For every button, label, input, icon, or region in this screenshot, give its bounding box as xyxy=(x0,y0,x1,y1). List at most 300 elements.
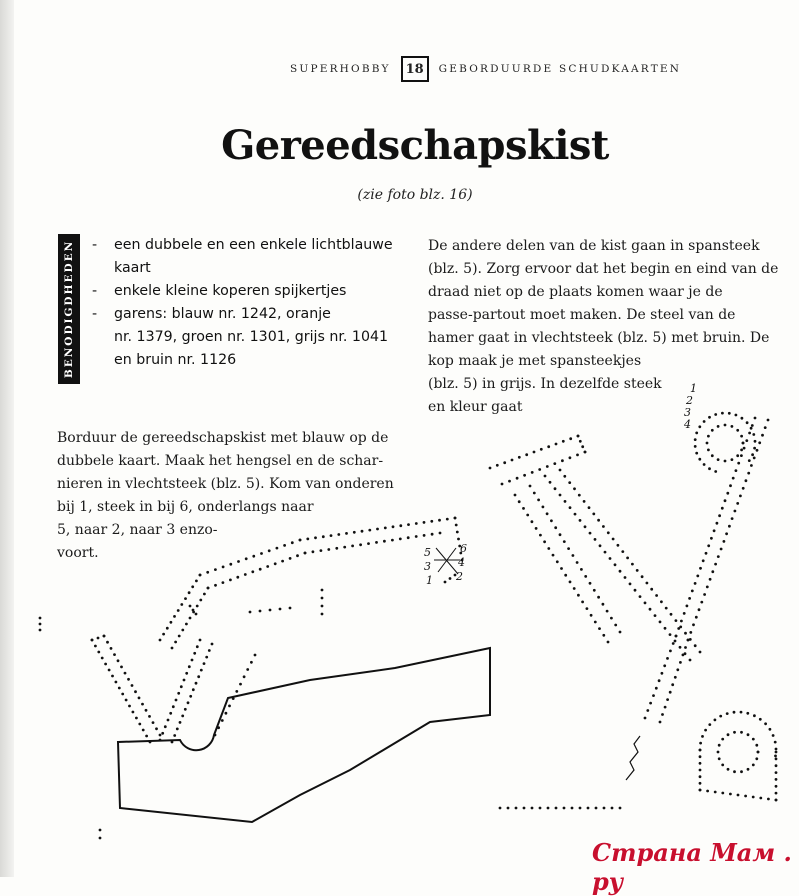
stitch-hole xyxy=(561,459,564,462)
stitch-hole xyxy=(682,654,685,657)
stitch-hole xyxy=(211,643,214,646)
stitch-hole xyxy=(335,547,338,550)
stitch-hole xyxy=(754,417,757,420)
stitch-hole xyxy=(578,494,581,497)
stitch-hole xyxy=(774,741,777,744)
stitch-hole xyxy=(111,675,114,678)
stitch-holes xyxy=(39,412,778,840)
stitch-hole xyxy=(518,456,521,459)
stitch-hole xyxy=(353,531,356,534)
stitch-hole xyxy=(703,420,706,423)
stitch-hole xyxy=(321,613,324,616)
stitch-hole xyxy=(559,469,562,472)
stitch-hole xyxy=(644,602,647,605)
stitch-hole xyxy=(563,807,566,810)
stitch-hole xyxy=(128,705,131,708)
stitch-hole xyxy=(106,641,109,644)
text-line: passe-partout moet maken. De steel van de xyxy=(428,307,736,323)
stitch-hole xyxy=(503,461,506,464)
stitch-hole xyxy=(644,717,647,720)
stitch-hole xyxy=(775,764,778,767)
stitch-hole xyxy=(173,734,176,737)
stitch-hole xyxy=(391,539,394,542)
stitch-hole xyxy=(714,791,717,794)
stitch-hole xyxy=(563,475,566,478)
zigzag-stitch xyxy=(626,736,640,780)
stitch-hole xyxy=(195,613,198,616)
stitch-hole xyxy=(758,441,761,444)
stitch-hole xyxy=(345,532,348,535)
stitch-hole xyxy=(717,555,720,558)
stitch-hole xyxy=(689,659,692,662)
stitch-hole xyxy=(549,481,552,484)
stitch-hole xyxy=(203,593,206,596)
stitch-hole xyxy=(747,472,750,475)
stitch-hole xyxy=(101,657,104,660)
stitch-number: 6 xyxy=(460,542,467,555)
stitch-hole xyxy=(547,445,550,448)
stitch-hole xyxy=(649,608,652,611)
stitch-hole xyxy=(367,542,370,545)
stitch-hole xyxy=(110,647,113,650)
stitch-hole xyxy=(694,644,697,647)
stitch-hole xyxy=(702,559,705,562)
stitch-hole xyxy=(431,533,434,536)
stitch-hole xyxy=(281,560,284,563)
stitch-hole xyxy=(531,471,534,474)
stitch-hole xyxy=(699,749,702,752)
stitch-hole xyxy=(691,590,694,593)
stitch-hole xyxy=(665,607,668,610)
stitch-hole xyxy=(724,460,727,463)
stitch-hole xyxy=(714,413,717,416)
stitch-hole xyxy=(189,605,192,608)
stitch-hole xyxy=(747,733,750,736)
stitch-hole xyxy=(321,605,324,608)
stitch-hole xyxy=(544,475,547,478)
stitch-hole xyxy=(646,582,649,585)
stitch-hole xyxy=(659,721,662,724)
stitch-hole xyxy=(664,706,667,709)
stitch-hole xyxy=(283,544,286,547)
stitch-hole xyxy=(207,587,210,590)
stitch-hole xyxy=(619,570,622,573)
stitch-hole xyxy=(728,412,731,415)
stitch-hole xyxy=(714,719,717,722)
stitch-hole xyxy=(196,645,199,648)
stitch-hole xyxy=(320,549,323,552)
stitch-hole xyxy=(595,807,598,810)
stitch-hole xyxy=(191,585,194,588)
stitch-hole xyxy=(159,739,162,742)
stitch-hole xyxy=(752,738,755,741)
stitch-hole xyxy=(177,609,180,612)
stitch-hole xyxy=(705,552,708,555)
stitch-hole xyxy=(699,651,702,654)
stitch-hole xyxy=(543,540,546,543)
materials-item-line: nr. 1379, groen nr. 1301, grijs nr. 1041 xyxy=(114,329,389,345)
stitch-hole xyxy=(564,574,567,577)
text-line: hamer gaat in vlechtsteek (blz. 5) met bruin. De xyxy=(428,330,770,346)
stitch-hole xyxy=(726,712,729,715)
stitch-hole xyxy=(772,734,775,737)
stitch-hole xyxy=(321,589,324,592)
stitch-hole xyxy=(718,744,721,747)
stitch-hole xyxy=(654,614,657,617)
stitch-hole xyxy=(699,762,702,765)
text-line: nieren in vlechtsteek (blz. 5). Kom van onderen xyxy=(57,476,394,492)
stitch-hole xyxy=(571,807,574,810)
list-dash: - xyxy=(92,306,98,322)
text-line: (blz. 5). Zorg ervoor dat het begin en eind van de xyxy=(428,261,779,277)
stitch-hole xyxy=(555,807,558,810)
stitch-hole xyxy=(583,500,586,503)
stitch-hole xyxy=(438,519,441,522)
text-line: kop maak je met spansteekjes xyxy=(428,353,642,369)
stitch-hole xyxy=(279,608,282,611)
stitch-hole xyxy=(674,676,677,679)
stitch-hole xyxy=(246,668,249,671)
stitch-hole xyxy=(179,721,182,724)
stitch-hole xyxy=(529,485,532,488)
stitch-hole xyxy=(704,729,707,732)
stitch-hole xyxy=(671,683,674,686)
stitch-hole xyxy=(609,557,612,560)
stitch-hole xyxy=(584,575,587,578)
stitch-hole xyxy=(175,699,178,702)
stitch-hole xyxy=(91,639,94,642)
page-number: 18 xyxy=(405,61,424,77)
stitch-hole xyxy=(113,653,116,656)
stitch-hole xyxy=(138,723,141,726)
stitch-hole xyxy=(523,474,526,477)
stitch-hole xyxy=(587,807,590,810)
stitch-hole xyxy=(584,525,587,528)
stitch-hole xyxy=(392,525,395,528)
stitch-hole xyxy=(631,563,634,566)
stitch-hole xyxy=(717,751,720,754)
stitch-hole xyxy=(562,440,565,443)
stitch-hole xyxy=(729,484,732,487)
stitch-hole xyxy=(707,544,710,547)
stitch-hole xyxy=(641,575,644,578)
stitch-hole xyxy=(694,438,697,441)
stitch-hole xyxy=(531,520,534,523)
stitch-hole xyxy=(711,429,714,432)
stitch-hole xyxy=(327,548,330,551)
stitch-hole xyxy=(584,451,587,454)
stitch-hole xyxy=(769,728,772,731)
stitch-hole xyxy=(97,637,100,640)
stitch-hole xyxy=(759,718,762,721)
stitch-hole xyxy=(743,447,746,450)
stitch-hole xyxy=(699,769,702,772)
stitch-hole xyxy=(675,619,678,622)
stitch-hole xyxy=(177,692,180,695)
photo-reference: (zie foto blz. 16) xyxy=(357,187,473,203)
stitch-hole xyxy=(214,584,217,587)
stitch-hole xyxy=(573,487,576,490)
stitch-hole xyxy=(739,495,742,498)
stitch-hole xyxy=(196,605,199,608)
stitch-hole xyxy=(593,589,596,592)
stitch-hole xyxy=(634,589,637,592)
stitch-hole xyxy=(576,454,579,457)
stitch-hole xyxy=(444,581,447,584)
stitch-hole xyxy=(542,506,545,509)
stitch-hole xyxy=(740,449,743,452)
materials-item-line: garens: blauw nr. 1242, oranje xyxy=(114,306,331,322)
stitch-hole xyxy=(214,734,217,737)
stitch-hole xyxy=(688,597,691,600)
stitch-hole xyxy=(736,429,739,432)
stitch-hole xyxy=(148,715,151,718)
stitch-hole xyxy=(496,464,499,467)
stitch-hole xyxy=(703,463,706,466)
stitch-hole xyxy=(184,597,187,600)
stitch-hole xyxy=(205,656,208,659)
stitch-hole xyxy=(666,657,669,660)
stitch-hole xyxy=(518,500,521,503)
stitch-hole xyxy=(550,519,553,522)
stitch-hole xyxy=(740,435,743,438)
stitch-hole xyxy=(735,414,738,417)
stitch-hole xyxy=(559,533,562,536)
stitch-hole xyxy=(674,640,677,643)
stitch-hole xyxy=(716,522,719,525)
stitch-hole xyxy=(531,807,534,810)
stitch-hole xyxy=(602,525,605,528)
materials-item-line: kaart xyxy=(114,260,151,276)
stitch-hole xyxy=(594,538,597,541)
stitch-hole xyxy=(767,419,770,422)
stitch-hole xyxy=(639,595,642,598)
stitch-hole xyxy=(229,579,232,582)
stitch-hole xyxy=(707,449,710,452)
stitch-hole xyxy=(592,513,595,516)
stitch-hole xyxy=(222,566,225,569)
stitch-hole xyxy=(752,796,755,799)
stitch-hole xyxy=(661,672,664,675)
stitch-hole xyxy=(125,699,128,702)
stitch-hole xyxy=(171,741,174,744)
text-line: Borduur de gereedschapskist met blauw op de xyxy=(57,430,389,446)
stitch-hole xyxy=(525,453,528,456)
stitch-hole xyxy=(39,617,42,620)
stitch-hole xyxy=(547,807,550,810)
stitch-hole xyxy=(351,545,354,548)
stitch-hole xyxy=(304,552,307,555)
stitch-hole xyxy=(686,605,689,608)
stitch-hole xyxy=(602,603,605,606)
stitch-hole xyxy=(511,459,514,462)
stitch-hole xyxy=(775,778,778,781)
stitch-hole xyxy=(183,679,186,682)
stitch-hole xyxy=(567,547,570,550)
stitch-hole xyxy=(540,448,543,451)
stitch-hole xyxy=(237,560,240,563)
stitch-hole xyxy=(740,454,743,457)
stitch-hole xyxy=(589,532,592,535)
stitch-hole xyxy=(214,568,217,571)
stitch-hole xyxy=(553,462,556,465)
stitch-hole xyxy=(251,570,254,573)
stitch-hole xyxy=(655,687,658,690)
stitch-hole xyxy=(430,520,433,523)
stitch-hole xyxy=(683,612,686,615)
stitch-hole xyxy=(775,799,778,802)
stitch-hole xyxy=(599,544,602,547)
stitch-hole xyxy=(699,789,702,792)
stitch-hole xyxy=(748,432,751,435)
stitch-hole xyxy=(675,635,678,638)
stitch-hole xyxy=(108,669,111,672)
stitch-hole xyxy=(181,629,184,632)
stitch-hole xyxy=(740,731,743,734)
stitch-hole xyxy=(368,529,371,532)
stitch-hole xyxy=(687,639,690,642)
stitch-hole xyxy=(188,591,191,594)
stitch-hole xyxy=(726,492,729,495)
stitch-hole xyxy=(222,581,225,584)
stitch-hole xyxy=(580,568,583,571)
stitch-hole xyxy=(446,518,449,521)
stitch-hole xyxy=(679,646,682,649)
stitch-hole xyxy=(225,712,228,715)
stitch-hole xyxy=(731,458,734,461)
stitch-hole xyxy=(187,701,190,704)
stitch-hole xyxy=(661,713,664,716)
stitch-hole xyxy=(711,570,714,573)
stitch-hole xyxy=(243,675,246,678)
stitch-hole xyxy=(533,451,536,454)
stitch-hole xyxy=(164,725,167,728)
stitch-hole xyxy=(708,723,711,726)
stitch-hole xyxy=(663,664,666,667)
stitch-hole xyxy=(703,593,706,596)
list-dash: - xyxy=(92,237,98,253)
stitch-hole xyxy=(259,568,262,571)
stitch-hole xyxy=(576,561,579,564)
stitch-hole xyxy=(407,536,410,539)
stitch-hole xyxy=(752,764,755,767)
stitch-hole xyxy=(523,807,526,810)
stitch-hole xyxy=(708,467,711,470)
stitch-hole xyxy=(508,480,511,483)
stitch-hole xyxy=(39,629,42,632)
stitch-hole xyxy=(649,702,652,705)
stitch-hole xyxy=(539,807,542,810)
stitch-hole xyxy=(291,541,294,544)
stitch-hole xyxy=(721,764,724,767)
stitch-number-markers xyxy=(424,382,697,587)
stitch-hole xyxy=(579,807,582,810)
stitch-hole xyxy=(188,665,191,668)
stitch-hole xyxy=(761,434,764,437)
stitch-hole xyxy=(120,666,123,669)
stitch-hole xyxy=(176,728,179,731)
stitch-hole xyxy=(602,634,605,637)
stitch-hole xyxy=(695,616,698,619)
stitch-hole xyxy=(191,659,194,662)
stitch-hole xyxy=(619,631,622,634)
stitch-hole xyxy=(721,792,724,795)
stitch-hole xyxy=(322,535,325,538)
stitch-hole xyxy=(560,567,563,570)
stitch-hole xyxy=(94,645,97,648)
stitch-hole xyxy=(289,607,292,610)
stitch-hole xyxy=(699,775,702,778)
stitch-hole xyxy=(197,675,200,678)
stitch-hole xyxy=(572,554,575,557)
stitch-hole xyxy=(720,548,723,551)
stitch-hole xyxy=(581,601,584,604)
stitch-hole xyxy=(563,540,566,543)
stitch-hole xyxy=(185,672,188,675)
stitch-hole xyxy=(439,532,442,535)
text-line: en kleur gaat xyxy=(428,399,523,415)
stitch-hole xyxy=(515,807,518,810)
stitch-number: 5 xyxy=(424,546,431,559)
stitch-hole xyxy=(579,519,582,522)
stitch-hole xyxy=(145,709,148,712)
stitch-hole xyxy=(573,587,576,590)
stitch-hole xyxy=(759,797,762,800)
text-line: draad niet op de plaats komen waar je de xyxy=(428,284,723,300)
stitch-hole xyxy=(689,631,692,634)
stitch-hole xyxy=(457,538,460,541)
stitch-hole xyxy=(99,829,102,832)
stitch-hole xyxy=(669,691,672,694)
stitch-hole xyxy=(718,757,721,760)
stitch-hole xyxy=(132,711,135,714)
stitch-hole xyxy=(621,550,624,553)
stitch-hole xyxy=(733,770,736,773)
stitch-hole xyxy=(721,738,724,741)
stitch-hole xyxy=(725,532,728,535)
stitch-hole xyxy=(598,627,601,630)
stitch-hole xyxy=(260,552,263,555)
stitch-hole xyxy=(415,535,418,538)
stitch-hole xyxy=(546,512,549,515)
stitch-hole xyxy=(658,679,661,682)
stitch-hole xyxy=(707,435,710,438)
stitch-hole xyxy=(610,617,613,620)
stitch-hole xyxy=(606,610,609,613)
stitch-hole xyxy=(174,641,177,644)
stitch-hole xyxy=(199,599,202,602)
stitch-hole xyxy=(755,744,758,747)
stitch-hole xyxy=(775,771,778,774)
stitch-hole xyxy=(617,544,620,547)
stitch-hole xyxy=(159,734,162,737)
stitch-hole xyxy=(727,733,730,736)
stitch-hole xyxy=(734,510,737,513)
stitch-hole xyxy=(700,601,703,604)
stitch-hole xyxy=(312,550,315,553)
text-line: 5, naar 2, naar 3 enzo- xyxy=(57,522,218,538)
stitch-hole xyxy=(728,525,731,528)
stitch-hole xyxy=(539,534,542,537)
stitch-hole xyxy=(764,426,767,429)
stitch-hole xyxy=(314,536,317,539)
stitch-hole xyxy=(555,443,558,446)
stitch-hole xyxy=(708,416,711,419)
stitch-hole xyxy=(732,477,735,480)
stitch-hole xyxy=(514,494,517,497)
stitch-hole xyxy=(741,417,744,420)
stitch-hole xyxy=(115,681,118,684)
